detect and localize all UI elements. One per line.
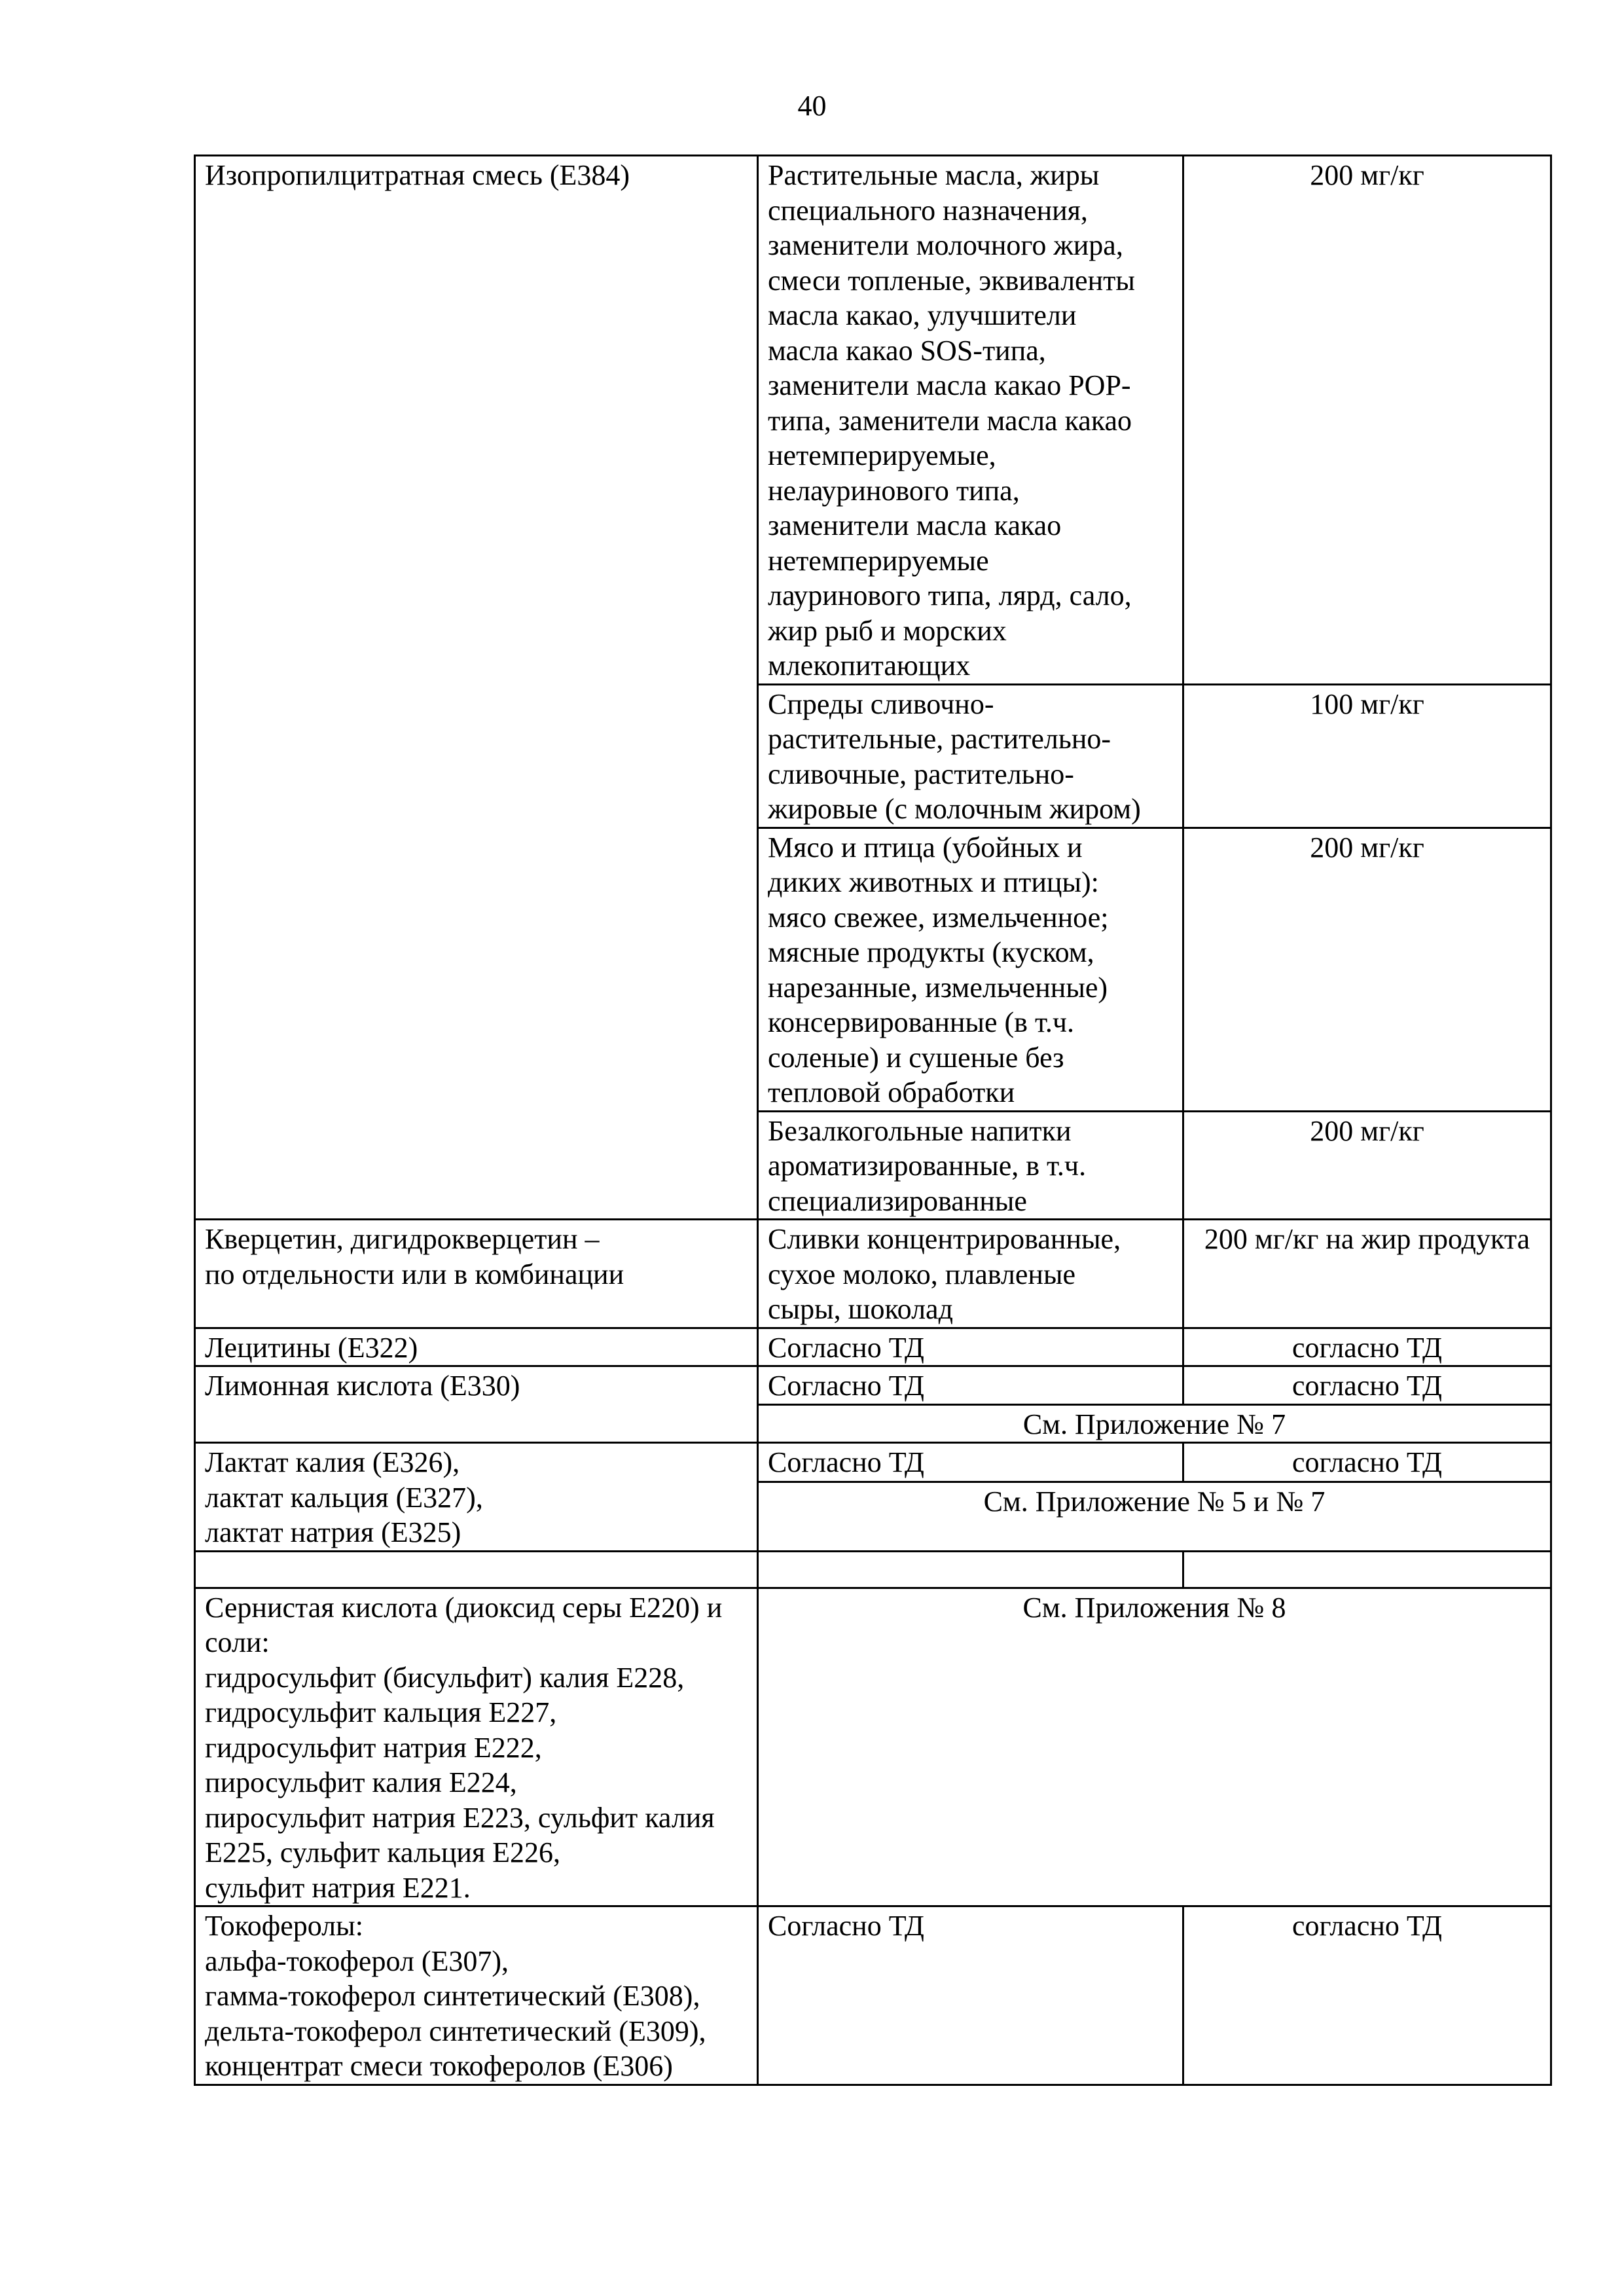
additive-name: Лецитины (Е322) [195, 1328, 758, 1366]
level-cell: 200 мг/кг [1183, 1111, 1551, 1220]
empty-cell [758, 1551, 1183, 1588]
empty-cell [1183, 1551, 1551, 1588]
level-cell: согласно ТД [1183, 1906, 1551, 2085]
additive-name: Сернистая кислота (диоксид серы Е220) и соли: гидросульфит (бисульфит) калия Е228, гидросульфит кальция Е227, гидросульфит натрия Е222, пиросульфит калия Е224, пиросульфит натрия Е223, сульфит калия Е225, сульфит кальция Е226, сульфит натрия Е221. [195, 1588, 758, 1906]
product-cell: Согласно ТД [758, 1906, 1183, 2085]
empty-cell [195, 1551, 758, 1588]
additive-name: Кверцетин, дигидрокверцетин – по отдельности или в комбинации [195, 1220, 758, 1328]
level-cell: 200 мг/кг [1183, 828, 1551, 1111]
additive-name: Лактат калия (Е326), лактат кальция (Е327), лактат натрия (Е325) [195, 1443, 758, 1552]
product-cell: Спреды сливочно- растительные, растительно- сливочные, растительно- жировые (с молочным жиром) [758, 684, 1183, 828]
level-cell: согласно ТД [1183, 1366, 1551, 1405]
table-row [195, 1366, 1551, 1405]
additives-table [194, 155, 1552, 2086]
level-cell: 200 мг/кг [1183, 156, 1551, 685]
product-cell: Согласно ТД [758, 1443, 1183, 1482]
table-row [195, 1588, 1551, 1906]
appendix-note: См. Приложение № 5 и № 7 [758, 1482, 1551, 1551]
product-cell: Согласно ТД [758, 1328, 1183, 1366]
table-row [195, 1328, 1551, 1366]
level-cell: 100 мг/кг [1183, 684, 1551, 828]
product-cell: Согласно ТД [758, 1366, 1183, 1405]
product-cell: Безалкогольные напитки ароматизированные, в т.ч. специализированные [758, 1111, 1183, 1220]
product-cell: Мясо и птица (убойных и диких животных и птицы): мясо свежее, измельченное; мясные продукты (куском, нарезанные, измельченные) консервированные (в т.ч. соленые) и сушеные без тепловой обработки [758, 828, 1183, 1111]
page-number: 40 [797, 90, 827, 122]
table-row [195, 1220, 1551, 1328]
table-row [195, 156, 1551, 685]
appendix-note: См. Приложение № 7 [758, 1404, 1551, 1443]
additive-name: Изопропилцитратная смесь (Е384) [195, 156, 758, 1220]
table-row [195, 1906, 1551, 2085]
level-cell: согласно ТД [1183, 1328, 1551, 1366]
level-cell: 200 мг/кг на жир продукта [1183, 1220, 1551, 1328]
additive-name: Лимонная кислота (Е330) [195, 1366, 758, 1443]
empty-row [195, 1551, 1551, 1588]
product-cell: Растительные масла, жиры специального назначения, заменители молочного жира, смеси топленые, эквиваленты масла какао, улучшители масла какао SOS-типа, заменители масла какао POP- типа, заменители масла какао нетемперируемые, нелауринового типа, заменители масла какао нетемперируемые лауринового типа, лярд, сало, жир рыб и морских млекопитающих [758, 156, 1183, 685]
additive-name: Токоферолы: альфа-токоферол (Е307), гамма-токоферол синтетический (Е308), дельта-токоферол синтетический (Е309), концентрат смеси токоферолов (Е306) [195, 1906, 758, 2085]
product-cell: Сливки концентрированные, сухое молоко, плавленые сыры, шоколад [758, 1220, 1183, 1328]
table-row [195, 1443, 1551, 1482]
appendix-note: См. Приложения № 8 [758, 1588, 1551, 1906]
level-cell: согласно ТД [1183, 1443, 1551, 1482]
